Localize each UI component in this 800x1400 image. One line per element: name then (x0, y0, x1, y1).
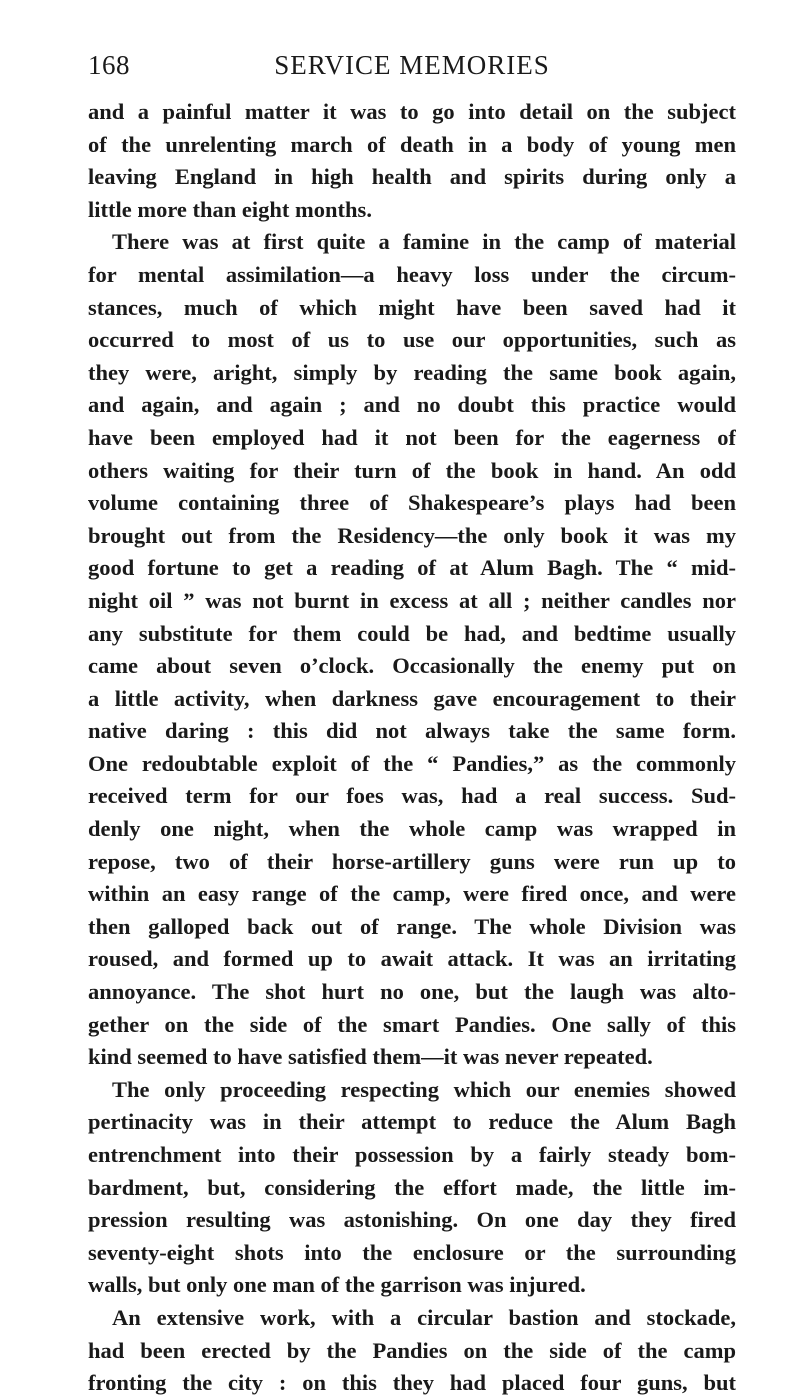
text-line: and a painful matter it was to go into detail on the subject (88, 99, 736, 124)
text-line: good fortune to get a reading of at Alum Bagh. The “ mid- (88, 555, 736, 581)
text-line: they were, aright, simply by reading the same book again, (88, 359, 736, 385)
text-line: little more than eight months. (88, 196, 372, 222)
text-line: received term for our foes was, had a real success. Sud- (88, 783, 736, 809)
text-line: stances, much of which might have been saved had it (88, 294, 736, 320)
text-line: any substitute for them could be had, and bedtime usually (88, 620, 736, 646)
text-line: An extensive work, with a circular bastion and stockade, (112, 1304, 736, 1330)
text-line: others waiting for their turn of the book in hand. An odd (88, 457, 736, 483)
text-line: fronting the city : on this they had placed four guns, but (88, 1370, 736, 1396)
text-line: The only proceeding respecting which our enemies showed (112, 1076, 736, 1102)
text-line: roused, and formed up to await attack. It was an irritating (88, 946, 736, 972)
page-number: 168 (88, 50, 130, 80)
body-text (88, 96, 736, 1400)
text-line: had been erected by the Pandies on the side of the camp (88, 1337, 736, 1363)
text-line: repose, two of their horse-artillery guns were run up to (88, 848, 736, 874)
text-line: annoyance. The shot hurt no one, but the laugh was alto- (88, 979, 736, 1005)
text-line: gether on the side of the smart Pandies. One sally of this (88, 1011, 736, 1037)
text-line: kind seemed to have satisfied them—it was never repeated. (88, 1044, 653, 1070)
running-title: SERVICE MEMORIES (274, 50, 550, 80)
text-line: volume containing three of Shakespeare’s plays had been (88, 490, 736, 516)
text-line: then galloped back out of range. The whole Division was (88, 913, 736, 939)
text-line: One redoubtable exploit of the “ Pandies,” as the commonly (88, 750, 736, 776)
text-line: brought out from the Residency—the only book it was my (88, 522, 736, 548)
text-line: came about seven o’clock. Occasionally the enemy put on (88, 653, 736, 679)
text-line: pertinacity was in their attempt to reduce the Alum Bagh (88, 1109, 736, 1135)
text-line: a little activity, when darkness gave encouragement to their (88, 685, 736, 711)
text-line: There was at first quite a famine in the camp of material (112, 229, 736, 255)
text-line: occurred to most of us to use our opportunities, such as (88, 327, 736, 353)
text-line: night oil ” was not burnt in excess at all ; neither candles nor (88, 587, 736, 613)
text-line: denly one night, when the whole camp was wrapped in (88, 816, 736, 842)
text-line: seventy-eight shots into the enclosure or the surrounding (88, 1239, 736, 1265)
text-line: bardment, but, considering the effort made, the little im- (88, 1174, 736, 1200)
text-line: within an easy range of the camp, were fired once, and were (88, 881, 736, 907)
text-line: walls, but only one man of the garrison was injured. (88, 1272, 586, 1298)
text-line: entrenchment into their possession by a fairly steady bom- (88, 1142, 736, 1167)
text-line: native daring : this did not always take the same form. (88, 718, 736, 744)
text-line: have been employed had it not been for the eagerness of (88, 424, 736, 450)
text-line: pression resulting was astonishing. On one day they fired (88, 1207, 736, 1233)
text-line: of the unrelenting march of death in a body of young men (88, 131, 736, 157)
text-line: leaving England in high health and spirits during only a (88, 164, 736, 190)
text-line: for mental assimilation—a heavy loss under the circum- (88, 261, 736, 287)
text-line: and again, and again ; and no doubt this practice would (88, 392, 736, 418)
running-head (88, 50, 736, 84)
